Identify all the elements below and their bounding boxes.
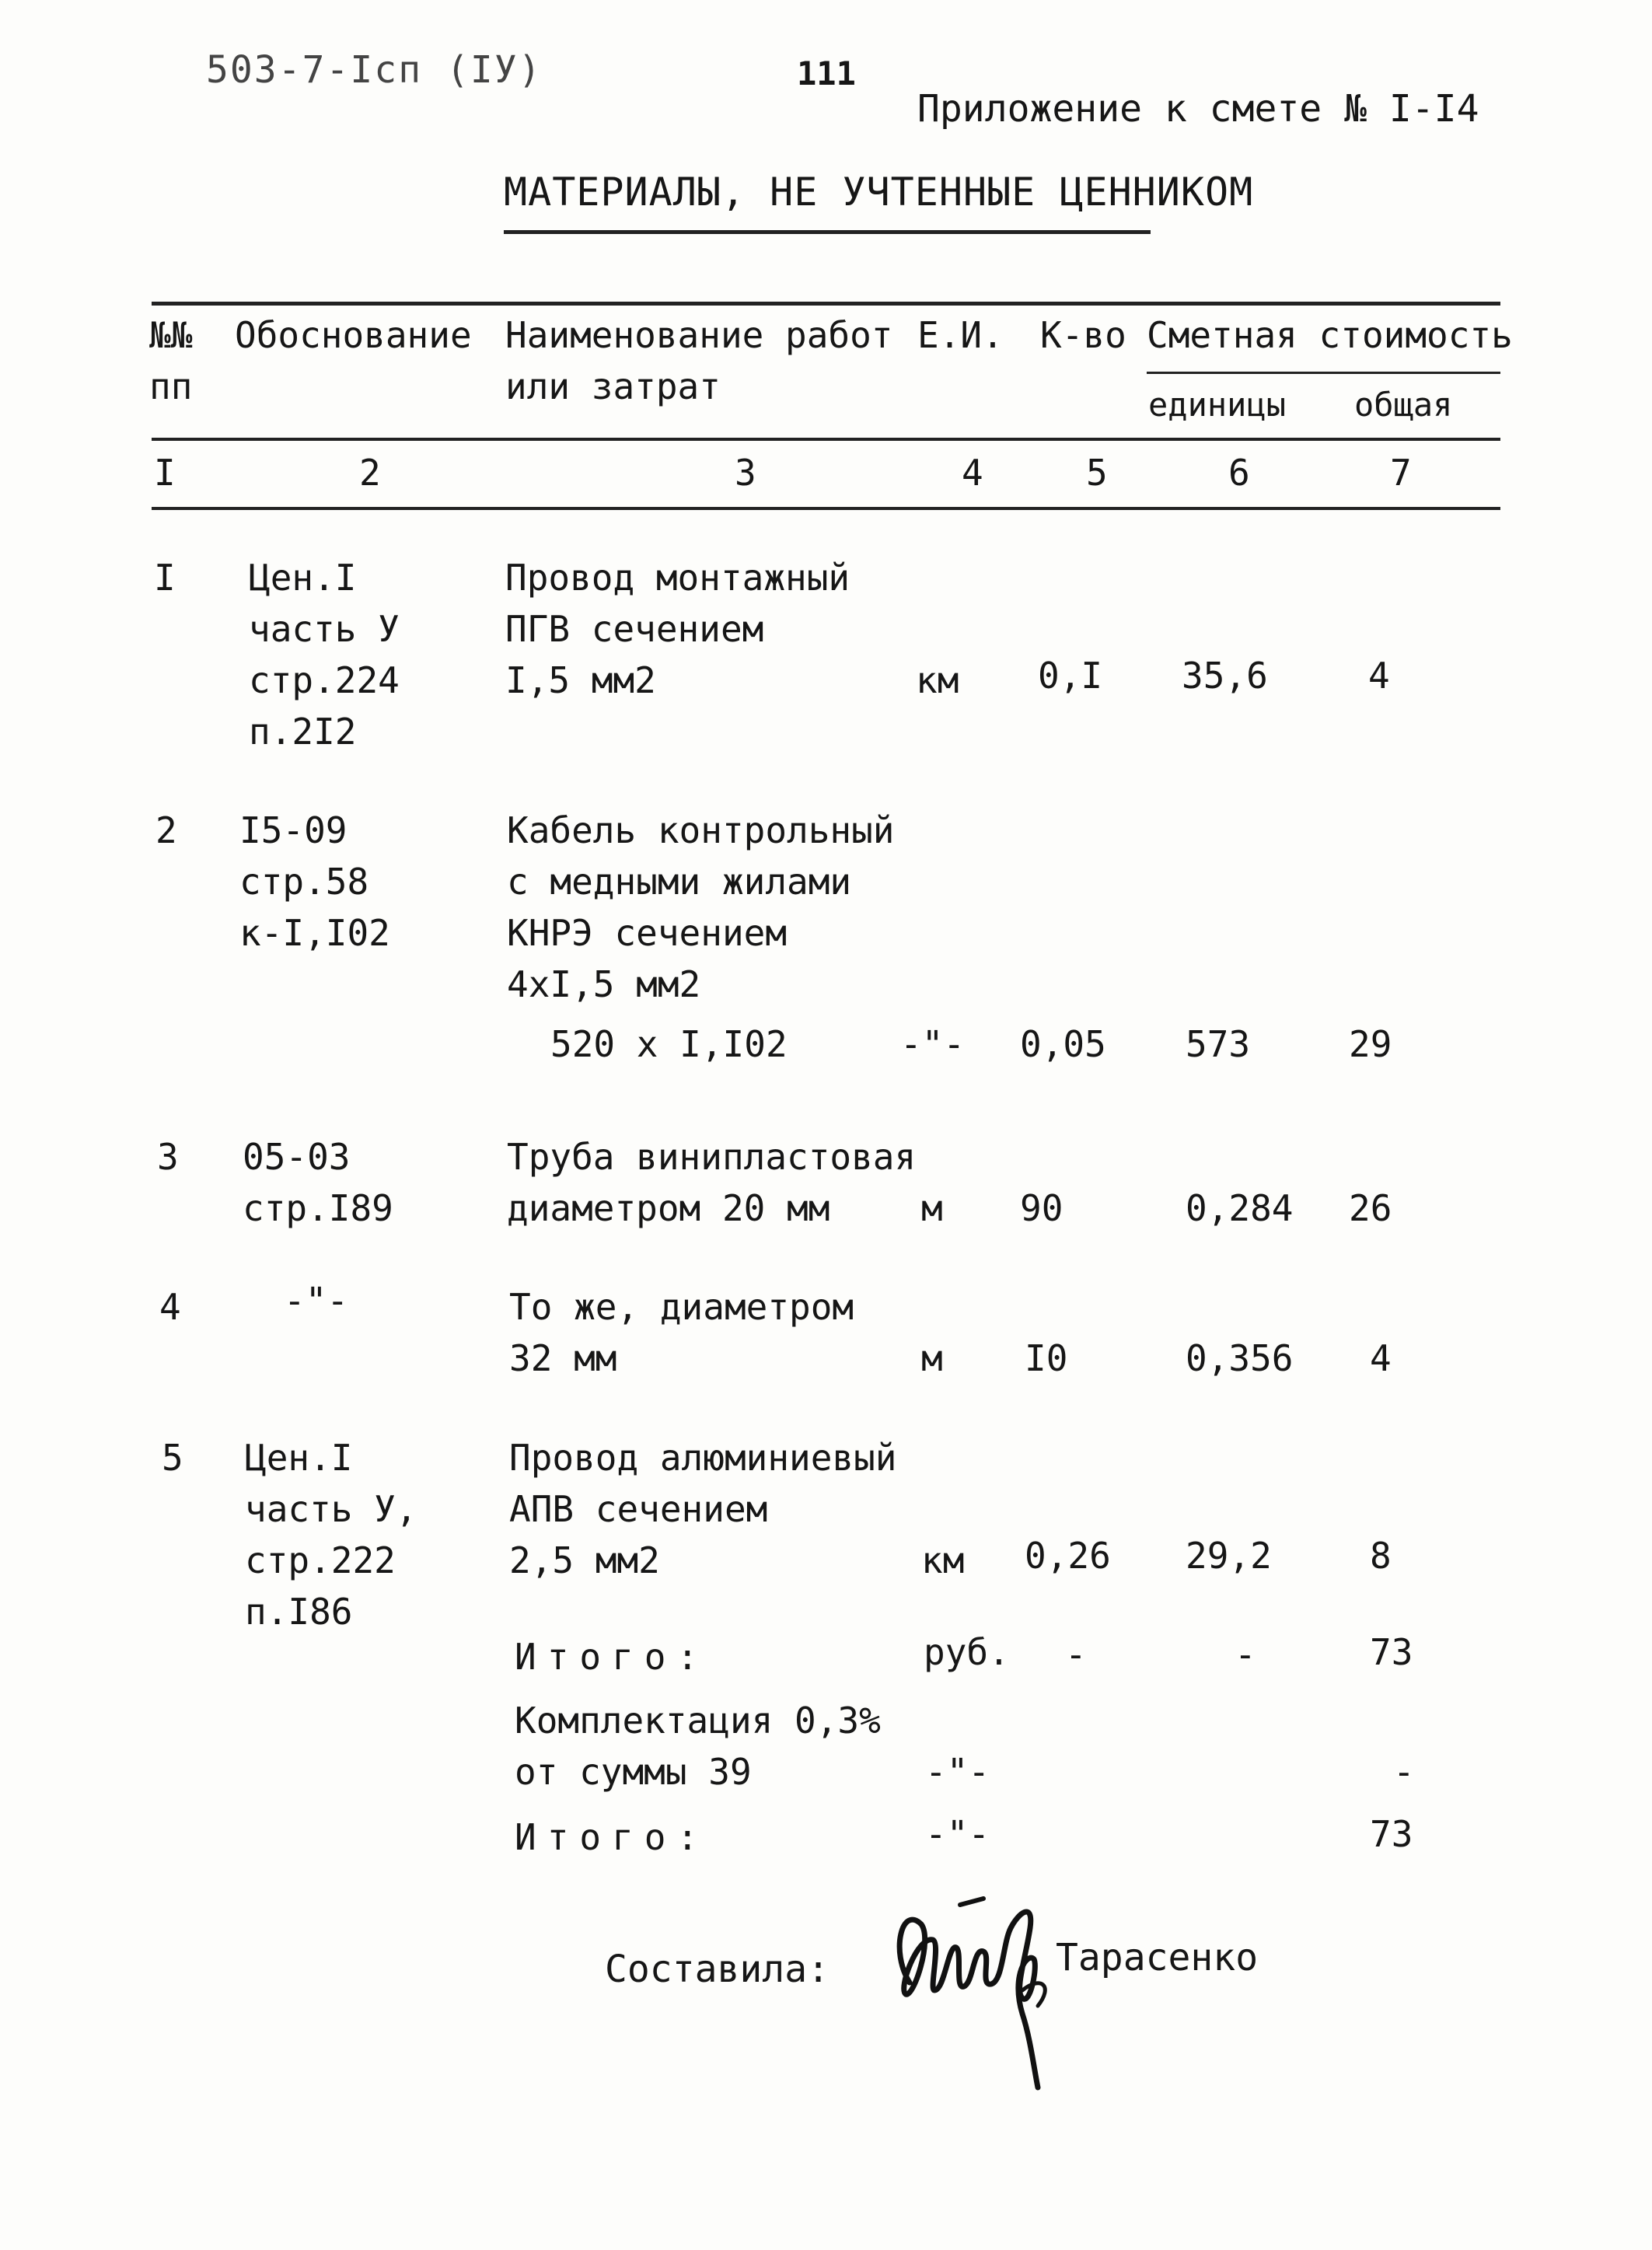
colnum-1: I (154, 452, 176, 494)
header-cost-unit: единицы (1148, 386, 1287, 424)
row2-calc: 520 х I,I02 (550, 1023, 788, 1065)
completion-label: Комплектация 0,3% от суммы 39 (515, 1700, 881, 1793)
subtotal-total: 73 (1370, 1631, 1413, 1673)
header-name: Наименование работ или затрат (505, 314, 893, 407)
title-underline (504, 230, 1151, 234)
signature-image (886, 1881, 1088, 2102)
total-label: Итого: (515, 1816, 710, 1858)
row2-basis: I5-09 стр.58 к-I,I02 (239, 809, 390, 954)
header-cost: Сметная стоимость (1147, 314, 1513, 356)
row5-unit: км (921, 1539, 965, 1581)
header-cost-total: общая (1354, 386, 1453, 424)
subtotal-qty: - (1065, 1633, 1087, 1675)
row3-basis: 05-03 стр.I89 (243, 1136, 393, 1229)
header-basis: Обоснование (235, 314, 472, 356)
row5-num: 5 (162, 1437, 183, 1479)
row4-num: 4 (159, 1286, 181, 1328)
row1-basis: Цен.I часть У стр.224 п.2I2 (249, 557, 400, 753)
header-bottom-rule (152, 438, 1500, 441)
compiled-by-name: Тарасенко (1056, 1936, 1259, 1979)
subtotal-price: - (1235, 1633, 1256, 1675)
colnum-6: 6 (1228, 452, 1250, 494)
colnum-2: 2 (359, 452, 381, 494)
completion-total: - (1393, 1751, 1415, 1793)
appendix-label: Приложение к смете № I-I4 (917, 87, 1479, 131)
row4-price: 0,356 (1186, 1337, 1294, 1379)
table-top-rule (152, 302, 1500, 306)
row2-total: 29 (1349, 1023, 1392, 1065)
row5-basis: Цен.I часть У, стр.222 п.I86 (245, 1437, 417, 1633)
row3-name: Труба винипластовая диаметром 20 мм (507, 1136, 917, 1229)
header-unit: Е.И. (917, 314, 1004, 356)
row5-name: Провод алюминиевый АПВ сечением 2,5 мм2 (509, 1437, 897, 1581)
row1-unit: км (916, 659, 959, 701)
subtotal-unit: руб. (924, 1631, 1010, 1673)
colnum-bottom-rule (152, 507, 1500, 510)
row1-total: 4 (1368, 655, 1390, 697)
row3-qty: 90 (1020, 1187, 1063, 1229)
row2-num: 2 (155, 809, 177, 851)
page-number: 111 (797, 54, 856, 93)
row4-total: 4 (1370, 1337, 1392, 1379)
row4-basis: -"- (284, 1280, 349, 1322)
colnum-4: 4 (962, 452, 983, 494)
total-total: 73 (1370, 1813, 1413, 1855)
row3-unit: м (921, 1187, 943, 1229)
completion-unit: -"- (925, 1751, 990, 1793)
row2-qty: 0,05 (1020, 1023, 1106, 1065)
row1-qty: 0,I (1038, 655, 1103, 697)
row4-name: То же, диаметром 32 мм (509, 1286, 854, 1379)
cost-header-rule (1147, 372, 1500, 374)
row1-name: Провод монтажный ПГВ сечением I,5 мм2 (505, 557, 850, 701)
row5-price: 29,2 (1186, 1535, 1272, 1577)
row3-num: 3 (157, 1136, 179, 1178)
page-title: МАТЕРИАЛЫ, НЕ УЧТЕННЫЕ ЦЕННИКОМ (504, 169, 1254, 215)
row2-price: 573 (1186, 1023, 1251, 1065)
row3-total: 26 (1349, 1187, 1392, 1229)
row1-num: I (154, 557, 176, 599)
colnum-3: 3 (735, 452, 756, 494)
row5-qty: 0,26 (1025, 1535, 1111, 1577)
row2-name: Кабель контрольный с медными жилами КНРЭ сечением 4хI,5 мм2 (507, 809, 895, 1005)
header-num: №№ пп (149, 314, 193, 407)
compiled-by-label: Составила: (605, 1948, 829, 1991)
header-qty: К-во (1040, 314, 1126, 356)
subtotal-label: Итого: (515, 1636, 710, 1678)
colnum-5: 5 (1086, 452, 1108, 494)
row2-unit: -"- (900, 1023, 966, 1065)
total-unit: -"- (925, 1813, 990, 1855)
row4-unit: м (921, 1337, 943, 1379)
row1-price: 35,6 (1182, 655, 1268, 697)
row5-total: 8 (1370, 1535, 1392, 1577)
document-code: 503-7-Ісп (ІУ) (206, 48, 543, 92)
row4-qty: I0 (1025, 1337, 1068, 1379)
row3-price: 0,284 (1186, 1187, 1294, 1229)
colnum-7: 7 (1390, 452, 1412, 494)
